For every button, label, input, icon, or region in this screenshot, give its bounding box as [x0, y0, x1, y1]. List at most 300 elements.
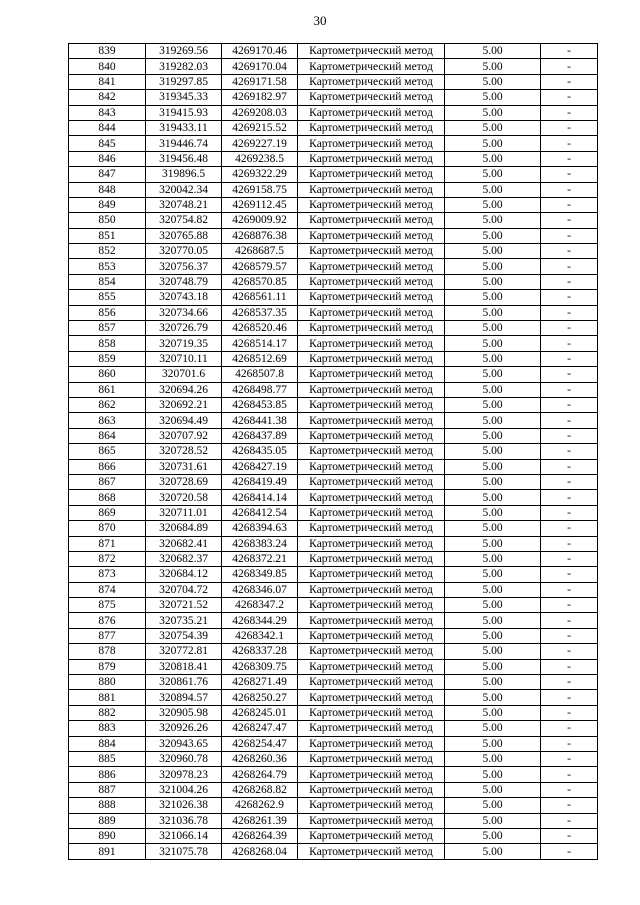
point-number-cell: 853 [69, 259, 146, 274]
accuracy-cell: 5.00 [445, 567, 541, 582]
x-coordinate-cell: 320978.23 [146, 767, 222, 782]
note-cell: - [541, 105, 598, 120]
point-number-cell: 883 [69, 721, 146, 736]
x-coordinate-cell: 320772.81 [146, 644, 222, 659]
x-coordinate-cell: 320710.11 [146, 351, 222, 366]
x-coordinate-cell: 320694.26 [146, 382, 222, 397]
method-cell: Картометрический метод [298, 167, 445, 182]
accuracy-cell: 5.00 [445, 305, 541, 320]
x-coordinate-cell: 320861.76 [146, 675, 222, 690]
table-row [69, 705, 598, 720]
note-cell: - [541, 290, 598, 305]
x-coordinate-cell: 319415.93 [146, 105, 222, 120]
y-coordinate-cell: 4268394.63 [222, 521, 298, 536]
note-cell: - [541, 705, 598, 720]
x-coordinate-cell: 319446.74 [146, 136, 222, 151]
point-number-cell: 891 [69, 844, 146, 859]
table-row [69, 397, 598, 412]
point-number-cell: 879 [69, 659, 146, 674]
accuracy-cell: 5.00 [445, 90, 541, 105]
note-cell: - [541, 197, 598, 212]
accuracy-cell: 5.00 [445, 844, 541, 859]
method-cell: Картометрический метод [298, 721, 445, 736]
accuracy-cell: 5.00 [445, 690, 541, 705]
table-row [69, 567, 598, 582]
method-cell: Картометрический метод [298, 490, 445, 505]
method-cell: Картометрический метод [298, 628, 445, 643]
accuracy-cell: 5.00 [445, 120, 541, 135]
point-number-cell: 860 [69, 367, 146, 382]
table-row [69, 382, 598, 397]
accuracy-cell: 5.00 [445, 644, 541, 659]
note-cell: - [541, 336, 598, 351]
method-cell: Картометрический метод [298, 213, 445, 228]
y-coordinate-cell: 4268412.54 [222, 505, 298, 520]
y-coordinate-cell: 4269170.46 [222, 44, 298, 59]
y-coordinate-cell: 4268876.38 [222, 228, 298, 243]
y-coordinate-cell: 4268383.24 [222, 536, 298, 551]
y-coordinate-cell: 4268271.49 [222, 675, 298, 690]
table-row [69, 813, 598, 828]
method-cell: Картометрический метод [298, 828, 445, 843]
table-row [69, 582, 598, 597]
note-cell: - [541, 844, 598, 859]
table-row [69, 644, 598, 659]
note-cell: - [541, 613, 598, 628]
table-row [69, 828, 598, 843]
y-coordinate-cell: 4269322.29 [222, 167, 298, 182]
x-coordinate-cell: 320926.26 [146, 721, 222, 736]
x-coordinate-cell: 319345.33 [146, 90, 222, 105]
x-coordinate-cell: 320711.01 [146, 505, 222, 520]
point-number-cell: 861 [69, 382, 146, 397]
method-cell: Картометрический метод [298, 397, 445, 412]
note-cell: - [541, 536, 598, 551]
note-cell: - [541, 505, 598, 520]
method-cell: Картометрический метод [298, 228, 445, 243]
method-cell: Картометрический метод [298, 675, 445, 690]
point-number-cell: 870 [69, 521, 146, 536]
x-coordinate-cell: 320748.79 [146, 274, 222, 289]
y-coordinate-cell: 4269182.97 [222, 90, 298, 105]
y-coordinate-cell: 4268514.17 [222, 336, 298, 351]
method-cell: Картометрический метод [298, 690, 445, 705]
point-number-cell: 852 [69, 244, 146, 259]
method-cell: Картометрический метод [298, 44, 445, 59]
method-cell: Картометрический метод [298, 736, 445, 751]
accuracy-cell: 5.00 [445, 136, 541, 151]
y-coordinate-cell: 4268687.5 [222, 244, 298, 259]
method-cell: Картометрический метод [298, 244, 445, 259]
method-cell: Картометрический метод [298, 136, 445, 151]
note-cell: - [541, 721, 598, 736]
point-number-cell: 845 [69, 136, 146, 151]
method-cell: Картометрический метод [298, 151, 445, 166]
point-number-cell: 885 [69, 751, 146, 766]
note-cell: - [541, 321, 598, 336]
y-coordinate-cell: 4268512.69 [222, 351, 298, 366]
y-coordinate-cell: 4268261.39 [222, 813, 298, 828]
y-coordinate-cell: 4268254.47 [222, 736, 298, 751]
accuracy-cell: 5.00 [445, 367, 541, 382]
accuracy-cell: 5.00 [445, 44, 541, 59]
x-coordinate-cell: 320894.57 [146, 690, 222, 705]
table-row [69, 798, 598, 813]
note-cell: - [541, 459, 598, 474]
y-coordinate-cell: 4268247.47 [222, 721, 298, 736]
accuracy-cell: 5.00 [445, 351, 541, 366]
note-cell: - [541, 582, 598, 597]
table-row [69, 751, 598, 766]
accuracy-cell: 5.00 [445, 628, 541, 643]
method-cell: Картометрический метод [298, 382, 445, 397]
accuracy-cell: 5.00 [445, 444, 541, 459]
note-cell: - [541, 490, 598, 505]
table-row [69, 59, 598, 74]
note-cell: - [541, 167, 598, 182]
note-cell: - [541, 751, 598, 766]
point-number-cell: 868 [69, 490, 146, 505]
table-row [69, 151, 598, 166]
table-row [69, 90, 598, 105]
note-cell: - [541, 120, 598, 135]
table-row [69, 120, 598, 135]
y-coordinate-cell: 4268435.05 [222, 444, 298, 459]
note-cell: - [541, 798, 598, 813]
x-coordinate-cell: 320765.88 [146, 228, 222, 243]
point-number-cell: 873 [69, 567, 146, 582]
y-coordinate-cell: 4269208.03 [222, 105, 298, 120]
table-row [69, 259, 598, 274]
accuracy-cell: 5.00 [445, 228, 541, 243]
accuracy-cell: 5.00 [445, 74, 541, 89]
accuracy-cell: 5.00 [445, 182, 541, 197]
x-coordinate-cell: 320692.21 [146, 397, 222, 412]
x-coordinate-cell: 319297.85 [146, 74, 222, 89]
note-cell: - [541, 828, 598, 843]
table-row [69, 628, 598, 643]
note-cell: - [541, 690, 598, 705]
note-cell: - [541, 44, 598, 59]
point-number-cell: 858 [69, 336, 146, 351]
table-row [69, 659, 598, 674]
x-coordinate-cell: 320770.05 [146, 244, 222, 259]
y-coordinate-cell: 4268262.9 [222, 798, 298, 813]
point-number-cell: 881 [69, 690, 146, 705]
x-coordinate-cell: 320726.79 [146, 321, 222, 336]
note-cell: - [541, 736, 598, 751]
method-cell: Картометрический метод [298, 428, 445, 443]
y-coordinate-cell: 4268245.01 [222, 705, 298, 720]
accuracy-cell: 5.00 [445, 290, 541, 305]
accuracy-cell: 5.00 [445, 613, 541, 628]
point-number-cell: 851 [69, 228, 146, 243]
y-coordinate-cell: 4268250.27 [222, 690, 298, 705]
point-number-cell: 887 [69, 782, 146, 797]
point-number-cell: 841 [69, 74, 146, 89]
accuracy-cell: 5.00 [445, 151, 541, 166]
table-row [69, 228, 598, 243]
point-number-cell: 856 [69, 305, 146, 320]
note-cell: - [541, 644, 598, 659]
table-body [69, 44, 598, 860]
accuracy-cell: 5.00 [445, 705, 541, 720]
table-row [69, 44, 598, 59]
accuracy-cell: 5.00 [445, 659, 541, 674]
x-coordinate-cell: 320684.12 [146, 567, 222, 582]
method-cell: Картометрический метод [298, 336, 445, 351]
method-cell: Картометрический метод [298, 613, 445, 628]
method-cell: Картометрический метод [298, 844, 445, 859]
point-number-cell: 863 [69, 413, 146, 428]
point-number-cell: 874 [69, 582, 146, 597]
y-coordinate-cell: 4268372.21 [222, 551, 298, 566]
y-coordinate-cell: 4268453.85 [222, 397, 298, 412]
note-cell: - [541, 782, 598, 797]
table-row [69, 290, 598, 305]
method-cell: Картометрический метод [298, 598, 445, 613]
x-coordinate-cell: 320728.52 [146, 444, 222, 459]
x-coordinate-cell: 320042.34 [146, 182, 222, 197]
y-coordinate-cell: 4268561.11 [222, 290, 298, 305]
table-row [69, 505, 598, 520]
y-coordinate-cell: 4268309.75 [222, 659, 298, 674]
note-cell: - [541, 428, 598, 443]
table-row [69, 736, 598, 751]
accuracy-cell: 5.00 [445, 767, 541, 782]
accuracy-cell: 5.00 [445, 213, 541, 228]
note-cell: - [541, 382, 598, 397]
accuracy-cell: 5.00 [445, 490, 541, 505]
method-cell: Картометрический метод [298, 321, 445, 336]
y-coordinate-cell: 4268268.82 [222, 782, 298, 797]
method-cell: Картометрический метод [298, 444, 445, 459]
y-coordinate-cell: 4268537.35 [222, 305, 298, 320]
method-cell: Картометрический метод [298, 798, 445, 813]
table-row [69, 721, 598, 736]
accuracy-cell: 5.00 [445, 105, 541, 120]
y-coordinate-cell: 4268349.85 [222, 567, 298, 582]
note-cell: - [541, 228, 598, 243]
method-cell: Картометрический метод [298, 274, 445, 289]
y-coordinate-cell: 4268498.77 [222, 382, 298, 397]
table-row [69, 367, 598, 382]
method-cell: Картометрический метод [298, 782, 445, 797]
x-coordinate-cell: 321036.78 [146, 813, 222, 828]
table-row [69, 459, 598, 474]
x-coordinate-cell: 320735.21 [146, 613, 222, 628]
accuracy-cell: 5.00 [445, 428, 541, 443]
x-coordinate-cell: 320960.78 [146, 751, 222, 766]
note-cell: - [541, 397, 598, 412]
y-coordinate-cell: 4269112.45 [222, 197, 298, 212]
y-coordinate-cell: 4268427.19 [222, 459, 298, 474]
table-row [69, 336, 598, 351]
x-coordinate-cell: 321066.14 [146, 828, 222, 843]
x-coordinate-cell: 321075.78 [146, 844, 222, 859]
y-coordinate-cell: 4268507.8 [222, 367, 298, 382]
point-number-cell: 882 [69, 705, 146, 720]
table-row [69, 167, 598, 182]
x-coordinate-cell: 320721.52 [146, 598, 222, 613]
accuracy-cell: 5.00 [445, 244, 541, 259]
accuracy-cell: 5.00 [445, 551, 541, 566]
method-cell: Картометрический метод [298, 259, 445, 274]
accuracy-cell: 5.00 [445, 828, 541, 843]
accuracy-cell: 5.00 [445, 474, 541, 489]
y-coordinate-cell: 4269238.5 [222, 151, 298, 166]
y-coordinate-cell: 4268268.04 [222, 844, 298, 859]
y-coordinate-cell: 4268264.39 [222, 828, 298, 843]
point-number-cell: 864 [69, 428, 146, 443]
method-cell: Картометрический метод [298, 536, 445, 551]
accuracy-cell: 5.00 [445, 321, 541, 336]
note-cell: - [541, 59, 598, 74]
table-row [69, 274, 598, 289]
accuracy-cell: 5.00 [445, 675, 541, 690]
note-cell: - [541, 259, 598, 274]
x-coordinate-cell: 319269.56 [146, 44, 222, 59]
x-coordinate-cell: 320756.37 [146, 259, 222, 274]
method-cell: Картометрический метод [298, 644, 445, 659]
table-row [69, 197, 598, 212]
y-coordinate-cell: 4268437.89 [222, 428, 298, 443]
x-coordinate-cell: 320943.65 [146, 736, 222, 751]
x-coordinate-cell: 320728.69 [146, 474, 222, 489]
point-number-cell: 839 [69, 44, 146, 59]
point-number-cell: 878 [69, 644, 146, 659]
accuracy-cell: 5.00 [445, 259, 541, 274]
point-number-cell: 847 [69, 167, 146, 182]
accuracy-cell: 5.00 [445, 413, 541, 428]
x-coordinate-cell: 320754.82 [146, 213, 222, 228]
note-cell: - [541, 567, 598, 582]
note-cell: - [541, 521, 598, 536]
accuracy-cell: 5.00 [445, 382, 541, 397]
note-cell: - [541, 598, 598, 613]
accuracy-cell: 5.00 [445, 536, 541, 551]
coordinates-table [68, 43, 598, 860]
accuracy-cell: 5.00 [445, 59, 541, 74]
note-cell: - [541, 551, 598, 566]
note-cell: - [541, 136, 598, 151]
note-cell: - [541, 90, 598, 105]
accuracy-cell: 5.00 [445, 167, 541, 182]
note-cell: - [541, 151, 598, 166]
method-cell: Картометрический метод [298, 767, 445, 782]
x-coordinate-cell: 320743.18 [146, 290, 222, 305]
y-coordinate-cell: 4268346.07 [222, 582, 298, 597]
note-cell: - [541, 351, 598, 366]
table-row [69, 351, 598, 366]
table-row [69, 536, 598, 551]
accuracy-cell: 5.00 [445, 751, 541, 766]
accuracy-cell: 5.00 [445, 736, 541, 751]
method-cell: Картометрический метод [298, 659, 445, 674]
point-number-cell: 842 [69, 90, 146, 105]
note-cell: - [541, 659, 598, 674]
point-number-cell: 869 [69, 505, 146, 520]
table-row [69, 213, 598, 228]
table-row [69, 444, 598, 459]
note-cell: - [541, 813, 598, 828]
x-coordinate-cell: 320684.89 [146, 521, 222, 536]
method-cell: Картометрический метод [298, 90, 445, 105]
point-number-cell: 886 [69, 767, 146, 782]
method-cell: Картометрический метод [298, 59, 445, 74]
point-number-cell: 867 [69, 474, 146, 489]
note-cell: - [541, 367, 598, 382]
x-coordinate-cell: 320682.41 [146, 536, 222, 551]
y-coordinate-cell: 4269170.04 [222, 59, 298, 74]
y-coordinate-cell: 4269215.52 [222, 120, 298, 135]
x-coordinate-cell: 320704.72 [146, 582, 222, 597]
method-cell: Картометрический метод [298, 290, 445, 305]
table-row [69, 767, 598, 782]
x-coordinate-cell: 320701.6 [146, 367, 222, 382]
method-cell: Картометрический метод [298, 521, 445, 536]
accuracy-cell: 5.00 [445, 582, 541, 597]
table-row [69, 844, 598, 859]
accuracy-cell: 5.00 [445, 459, 541, 474]
table-row [69, 136, 598, 151]
x-coordinate-cell: 320754.39 [146, 628, 222, 643]
x-coordinate-cell: 320818.41 [146, 659, 222, 674]
note-cell: - [541, 274, 598, 289]
x-coordinate-cell: 320731.61 [146, 459, 222, 474]
table-row [69, 675, 598, 690]
x-coordinate-cell: 320734.66 [146, 305, 222, 320]
point-number-cell: 855 [69, 290, 146, 305]
point-number-cell: 872 [69, 551, 146, 566]
x-coordinate-cell: 320905.98 [146, 705, 222, 720]
y-coordinate-cell: 4268570.85 [222, 274, 298, 289]
note-cell: - [541, 244, 598, 259]
table-row [69, 613, 598, 628]
note-cell: - [541, 413, 598, 428]
method-cell: Картометрический метод [298, 367, 445, 382]
table-row [69, 74, 598, 89]
note-cell: - [541, 474, 598, 489]
accuracy-cell: 5.00 [445, 782, 541, 797]
point-number-cell: 840 [69, 59, 146, 74]
table-row [69, 521, 598, 536]
y-coordinate-cell: 4268441.38 [222, 413, 298, 428]
point-number-cell: 866 [69, 459, 146, 474]
y-coordinate-cell: 4268414.14 [222, 490, 298, 505]
accuracy-cell: 5.00 [445, 598, 541, 613]
x-coordinate-cell: 320707.92 [146, 428, 222, 443]
y-coordinate-cell: 4268260.36 [222, 751, 298, 766]
method-cell: Картометрический метод [298, 474, 445, 489]
method-cell: Картометрический метод [298, 567, 445, 582]
table-row [69, 551, 598, 566]
y-coordinate-cell: 4268347.2 [222, 598, 298, 613]
method-cell: Картометрический метод [298, 505, 445, 520]
note-cell: - [541, 444, 598, 459]
point-number-cell: 862 [69, 397, 146, 412]
point-number-cell: 846 [69, 151, 146, 166]
point-number-cell: 875 [69, 598, 146, 613]
method-cell: Картометрический метод [298, 120, 445, 135]
y-coordinate-cell: 4268520.46 [222, 321, 298, 336]
method-cell: Картометрический метод [298, 705, 445, 720]
accuracy-cell: 5.00 [445, 274, 541, 289]
x-coordinate-cell: 319456.48 [146, 151, 222, 166]
accuracy-cell: 5.00 [445, 798, 541, 813]
accuracy-cell: 5.00 [445, 521, 541, 536]
y-coordinate-cell: 4268419.49 [222, 474, 298, 489]
